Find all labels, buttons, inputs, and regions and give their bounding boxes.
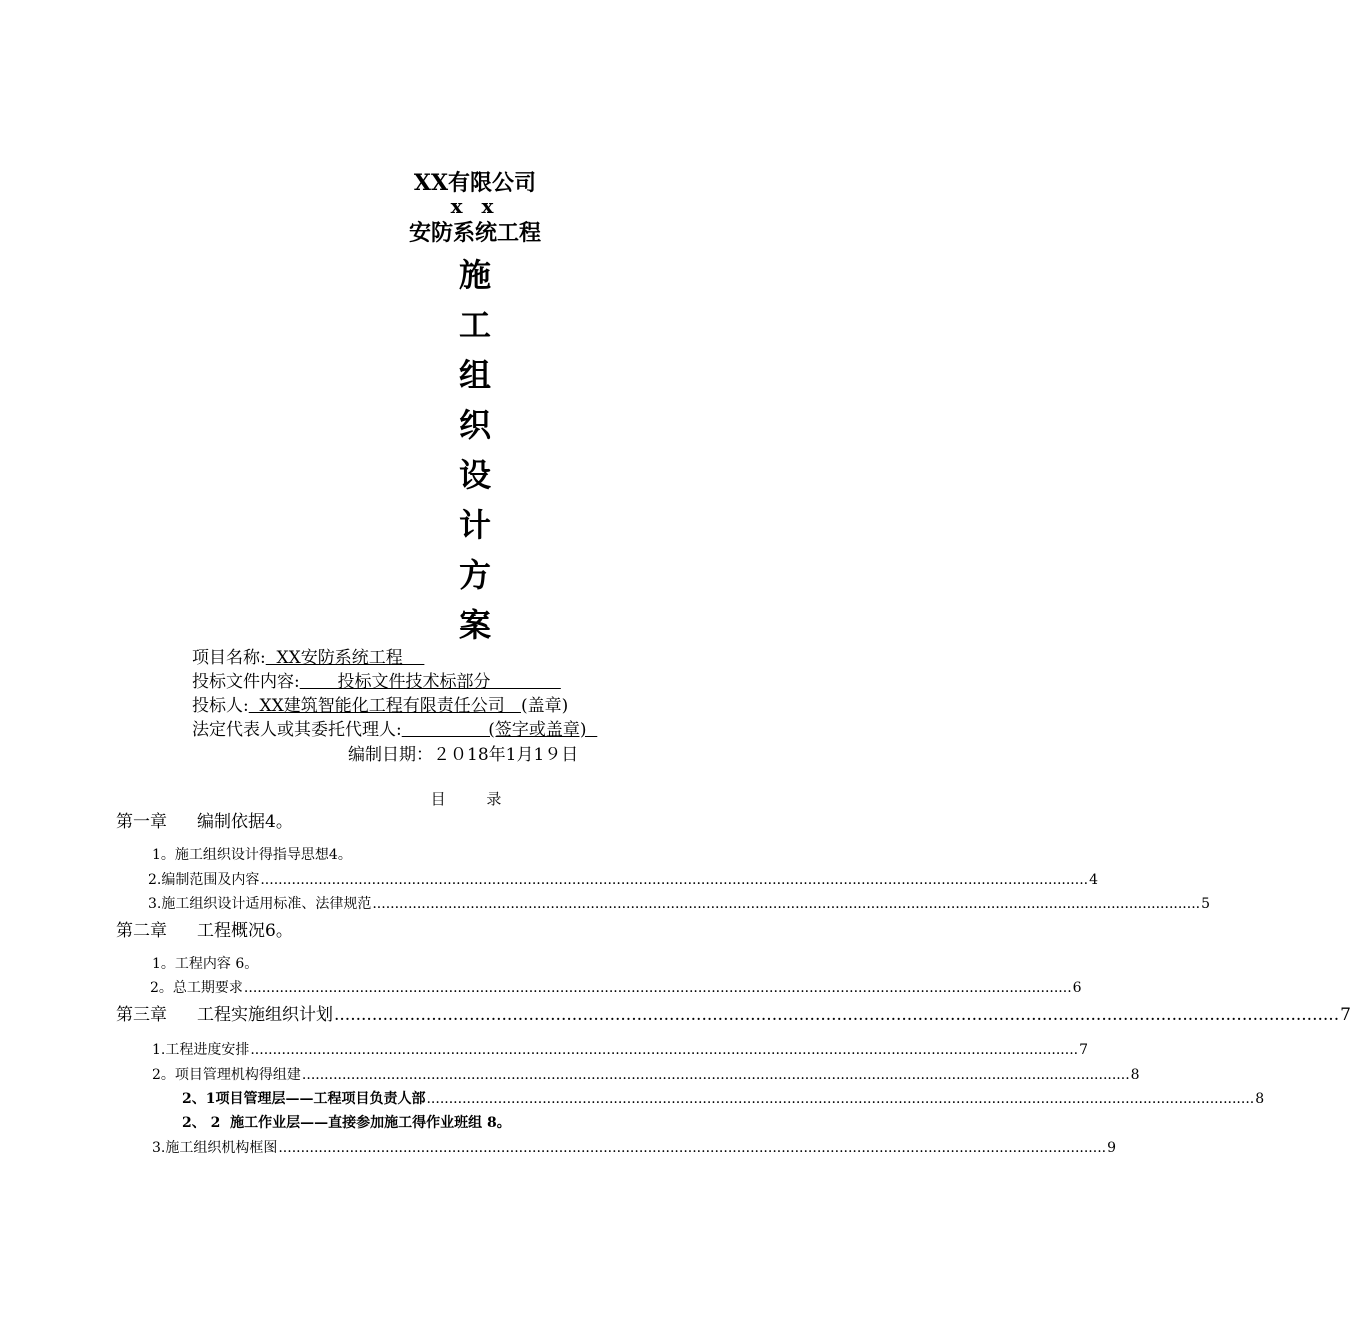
company-name: XX有限公司 — [413, 170, 537, 196]
toc-chapter-3-label — [116, 1000, 333, 1025]
toc-chapter-3-num: 第三章 — [116, 1005, 167, 1025]
representative-row — [192, 715, 597, 740]
toc-entry-3-1-label: 1.工程进度安排 — [152, 1042, 250, 1058]
toc-entry-1-3-label: 3.施工组织设计适用标准、法律规范 — [148, 896, 372, 912]
toc-chapter-1-title: 编制依据4。 — [197, 812, 293, 832]
toc-entry-2-2-label: 2。总工期要求 — [150, 980, 243, 996]
toc-entry-1-3: 3.施工组织设计适用标准、法律规范 .......................................................................................................................................................................................... 5 — [148, 893, 848, 913]
bidder-row — [192, 691, 568, 716]
toc-chapter-1 — [116, 807, 293, 832]
title-char-2: 工 — [458, 306, 491, 344]
toc-entry-3-2-1-page: 8 — [1255, 1091, 1265, 1107]
toc-chapter-3-page: 7 — [1340, 1005, 1351, 1025]
title-char-3: 组 — [458, 356, 491, 394]
toc-entry-1-1: 1。施工组织设计得指导思想4。 — [152, 847, 352, 863]
representative-value: (签字或盖章) — [401, 720, 598, 740]
toc-entry-3-2-2: 2、 2 施工作业层——直接参加施工得作业班组 8。 — [182, 1115, 511, 1131]
toc-entry-3-1: 1.工程进度安排 .......................................................................................................................................................................................... 7 — [152, 1039, 848, 1059]
toc-chapter-2-num: 第二章 — [116, 921, 167, 941]
project-name-row — [192, 643, 424, 668]
toc-chapter-2-title: 工程概况6。 — [197, 921, 293, 941]
bid-content-label: 投标文件内容: — [192, 672, 300, 692]
project-title: 安防系统工程 — [408, 220, 541, 246]
toc-chapter-1-num: 第一章 — [116, 812, 167, 832]
toc-entry-1-2: 2.编制范围及内容 .......................................................................................................................................................................................... 4 — [148, 869, 848, 889]
toc-chapter-2 — [116, 916, 293, 941]
toc-entry-3-2-1-label: 2、1项目管理层——工程项目负责人部 — [182, 1091, 426, 1107]
toc-entry-2-2-page: 6 — [1072, 980, 1082, 996]
toc-entry-3-1-page: 7 — [1079, 1042, 1089, 1058]
bid-content-row — [192, 667, 561, 692]
title-char-6: 计 — [458, 506, 491, 544]
toc-entry-1-2-label: 2.编制范围及内容 — [148, 872, 260, 888]
bidder-label: 投标人: — [192, 696, 249, 716]
title-char-7: 方 — [458, 556, 491, 594]
bidder-seal-note: (盖章) — [520, 696, 569, 716]
project-name-value: XX安防系统工程 — [265, 648, 425, 668]
toc-entry-1-3-page: 5 — [1201, 896, 1211, 912]
title-char-4: 织 — [458, 406, 491, 444]
toc-entry-3-2-label: 2。项目管理机构得组建 — [152, 1067, 301, 1083]
compile-date: 编制日期：２０18年1月1９日 — [348, 745, 579, 765]
bid-content-value: 投标文件技术标部分 — [299, 672, 561, 692]
toc-chapter-3: 第三章 工程实施组织计划 .......................................................................................................................................................................................... 7 — [116, 1000, 848, 1025]
toc-entry-3-3: 3.施工组织机构框图 .......................................................................................................................................................................................... 9 — [152, 1137, 848, 1157]
toc-entry-1-2-page: 4 — [1089, 872, 1099, 888]
toc-entry-2-2: 2。总工期要求 .......................................................................................................................................................................................... 6 — [150, 977, 842, 997]
toc-chapter-3-title: 工程实施组织计划 — [197, 1005, 333, 1025]
toc-entry-3-2-1: 2、1项目管理层——工程项目负责人部 .......................................................................................................................................................................................... 8 — [182, 1088, 848, 1108]
project-name-label: 项目名称: — [192, 648, 266, 668]
representative-label: 法定代表人或其委托代理人: — [192, 720, 402, 740]
bidder-value: XX建筑智能化工程有限责任公司 — [248, 696, 521, 716]
toc-entry-3-3-page: 9 — [1107, 1140, 1117, 1156]
title-char-5: 设 — [458, 456, 491, 494]
toc-title: 目 录 — [430, 790, 520, 808]
xx-line: x x — [450, 194, 500, 218]
toc-entry-3-2-page: 8 — [1130, 1067, 1140, 1083]
toc-entry-3-3-label: 3.施工组织机构框图 — [152, 1140, 278, 1156]
title-char-1: 施 — [458, 256, 491, 294]
toc-entry-3-2: 2。项目管理机构得组建 .......................................................................................................................................................................................... 8 — [152, 1064, 844, 1084]
toc-entry-2-1: 1。工程内容 6。 — [152, 956, 259, 972]
title-char-8: 案 — [458, 606, 491, 644]
